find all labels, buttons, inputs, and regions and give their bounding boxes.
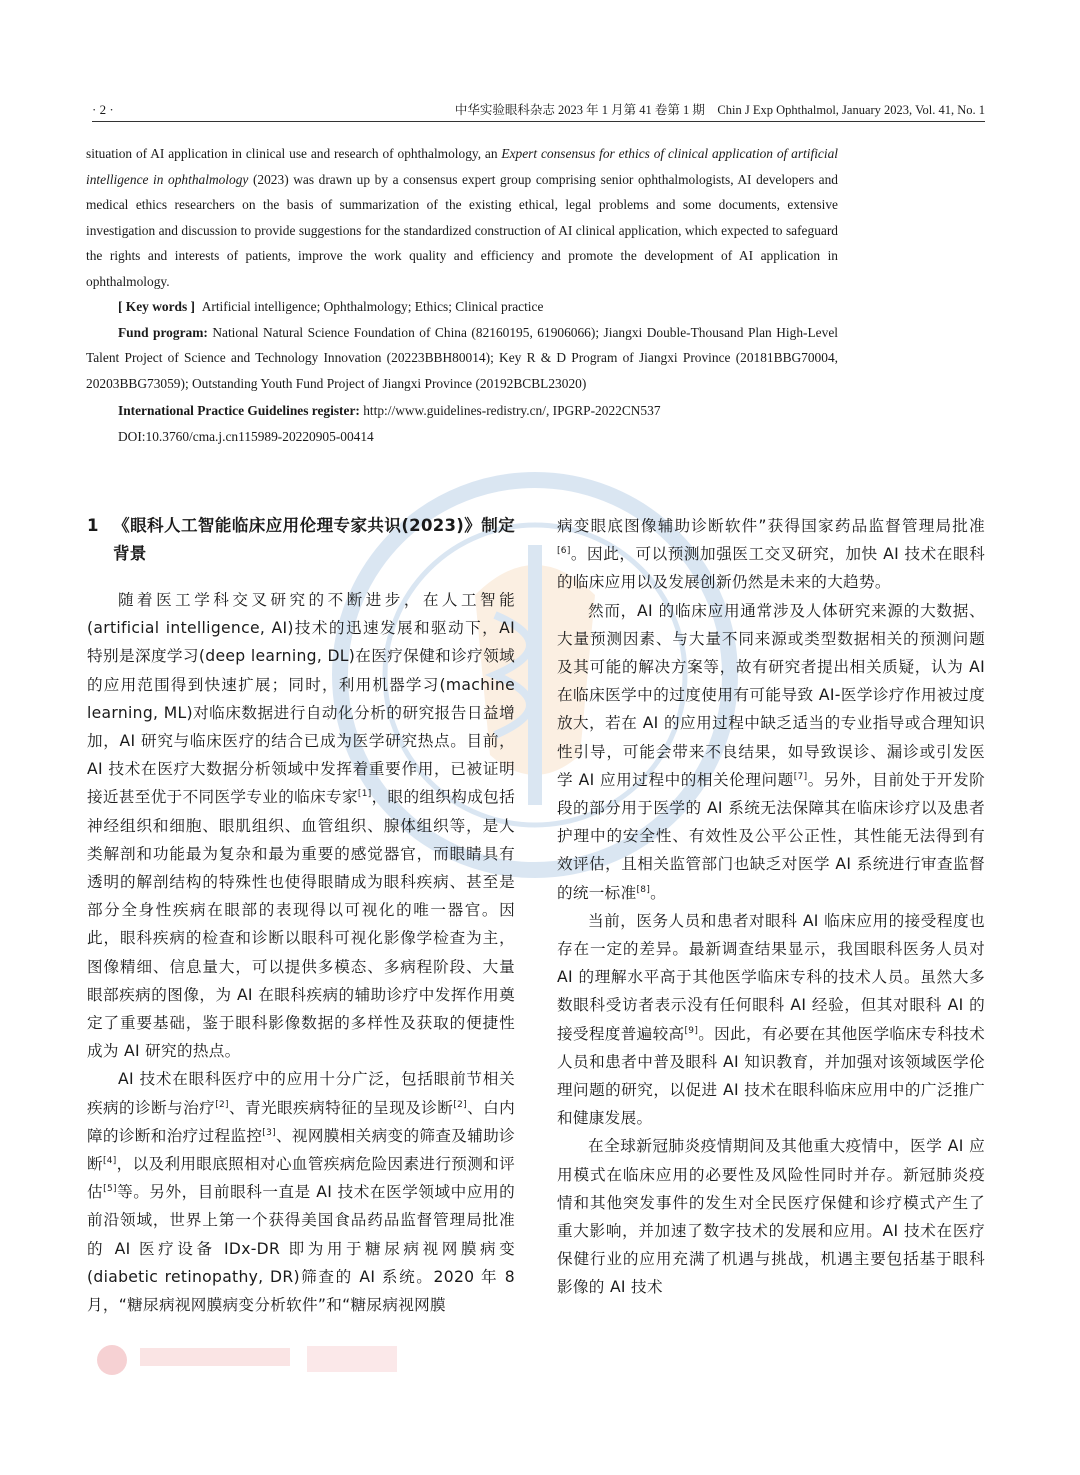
body-paragraph: AI 技术在眼科医疗中的应用十分广泛，包括眼前节相关疾病的诊断与治疗[2]、青光眼疾病特征的呈现及诊断[2]、白内障的诊断和治疗过程监控[3]、视网膜相关病变的筛查及辅助诊断[4]，以及利用眼底照相对心血管疾病危险因素进行预测和评估[5]等。另外，目前眼科一直是 AI 技术在医学领域中应用的前沿领域，世界上第一个获得美国食品药品监督管理局批准的 AI 医疗设备 IDx-DR 即为用于糖尿病视网膜病变(diabetic retinopathy, DR)筛查的 AI 系统。2020 年 8 月，“糖尿病视网膜病变分析软件”和“糖尿病视网膜 <box>87 1070 516 1315</box>
register-label: International Practice Guidelines register: <box>118 403 360 418</box>
right-column <box>557 512 985 1302</box>
body-paragraph: 然而，AI 的临床应用通常涉及人体研究来源的大数据、大量预测因素、与大量不同来源或类型数据相关的预测问题及其可能的解决方案等，故有研究者提出相关质疑，认为 AI 在临床医学中的过度使用有可能导致 AI-医学诊疗作用被过度放大，若在 AI 的应用过程中缺乏适当的专业指导或合理知识性引导，可能会带来不良结果，如导致误诊、漏诊或引发医学 AI 应用过程中的相关伦理问题[7]。另外，目前处于开发阶段的部分用于医学的 AI 系统无法保障其在临床诊疗以及患者护理中的安全性、有效性及公平公正性，其性能无法得到有效评估，且相关监管部门也缺乏对医学 AI 系统进行审查监督的统一标准[8]。 <box>557 601 985 902</box>
publisher-logo-watermark-icon <box>92 1340 412 1380</box>
fund-label: Fund program: <box>118 324 208 340</box>
citation-link[interactable]: [4] <box>102 1155 117 1166</box>
abstract-paragraph: situation of AI application in clinical use and research of ophthalmology, an Expert consensus for ethics of clinical application of artificial intelligence in ophthalmology (2023) was drawn up by a consensus expert group comprising senior ophthalmologists, AI developers and medical ethics researchers on the basis of summarization of the existing ethical, legal problems and some documents, extensive investigation and discussion to provide suggestions for the standardized construction of AI clinical application, which expected to safeguard the rights and interests of patients, improve the work quality and efficiency and promote the development of AI application in ophthalmology. <box>86 146 838 289</box>
running-header <box>92 98 985 122</box>
page-number: · 2 · <box>92 102 114 117</box>
body-paragraph: 随着医工学科交叉研究的不断进步，在人工智能(artificial intelligence, AI)技术的迅速发展和驱动下，AI 特别是深度学习(deep learning, DL)在医疗保健和诊疗领域的应用范围得到快速扩展；同时，利用机器学习(machine learning, ML)对临床数据进行自动化分析的研究报告日益增加，AI 研究与临床医疗的结合已成为医学研究热点。目前，AI 技术在医疗大数据分析领域中发挥着重要作用，已被证明接近甚至优于不同医学专业的临床专家[1]，眼的组织构成包括神经组织和细胞、眼肌组织、血管组织、腺体组织等，是人类解剖和功能最为复杂和最为重要的感觉器官，而眼睛具有透明的解剖结构的特殊性也使得眼睛成为眼科疾病、甚至是部分全身性疾病在眼部的表现得以可视化的唯一器官。因此，眼科疾病的检查和诊断以眼科可视化影像学检查为主，图像精细、信息量大，可以提供多模态、多病程阶段、大量眼部疾病的图像，为 AI 在眼科疾病的辅助诊疗中发挥作用奠定了重要基础，鉴于眼科影像数据的多样性及获取的便捷性成为 AI 研究的热点。 <box>87 591 516 1061</box>
citation-link[interactable]: [3] <box>262 1127 276 1138</box>
citation-link[interactable]: [7] <box>793 771 808 782</box>
citation-link[interactable]: [6] <box>557 546 571 557</box>
body-paragraph: 病变眼底图像辅助诊断软件”获得国家药品监督管理局批准[6]。因此，可以预测加强医工交叉研究，加快 AI 技术在眼科的临床应用以及发展创新仍然是未来的大趋势。 <box>557 517 985 592</box>
citation-link[interactable]: [1] <box>357 789 372 800</box>
section-heading: 1 《眼科人工智能临床应用伦理专家共识(2023)》制定背景 <box>87 516 515 563</box>
guideline-register <box>86 398 838 424</box>
journal-citation: 中华实验眼科杂志 2023 年 1 月第 41 卷第 1 期 Chin J Exp Ophthalmol, January 2023, Vol. 41, No. 1 <box>454 103 985 117</box>
citation-link[interactable]: [9] <box>684 1025 699 1036</box>
citation-link[interactable]: [2] <box>453 1099 467 1110</box>
left-column <box>87 512 515 1319</box>
keywords: [ Key words ] Artificial intelligence; Ophthalmology; Ethics; Clinical practice <box>118 299 544 314</box>
register-link[interactable]: http://www.guidelines-redistry.cn/, IPGRP-2022CN537 <box>363 403 661 418</box>
citation-link[interactable]: [2] <box>215 1099 229 1110</box>
consensus-title: Expert consensus for ethics of clinical application of artificial intelligence in ophthalmology <box>86 146 838 187</box>
citation-link[interactable]: [5] <box>103 1184 117 1195</box>
english-abstract <box>86 141 838 449</box>
doi: DOI:10.3760/cma.j.cn115989-20220905-00414 <box>118 428 374 444</box>
body-paragraph: 在全球新冠肺炎疫情期间及其他重大疫情中，医学 AI 应用模式在临床应用的必要性及风险性同时并存。新冠肺炎疫情和其他突发事件的发生对全民医疗保健和诊疗模式产生了重大影响，并加速了数字技术的发展和应用。AI 技术在医疗保健行业的应用充满了机遇与挑战，机遇主要包括基于眼科影像的 AI 技术 <box>557 1137 985 1297</box>
keywords-label: [ Key words ] <box>118 299 195 314</box>
header-rule <box>92 121 985 122</box>
citation-link[interactable]: [8] <box>636 884 651 895</box>
fund-program: Fund program: National Natural Science Foundation of China (82160195, 61906066); Jiangxi Double-Thousand Plan High-Level Talent Project of Science and Technology Innovation (20223BBH80014); Key R & D Program of Jiangxi Province (20181BBG70004, 20203BBG73059); Outstanding Youth Fund Project of Jiangxi Province (20192BCBL23020) <box>86 324 838 391</box>
body-paragraph: 当前，医务人员和患者对眼科 AI 临床应用的接受程度也存在一定的差异。最新调查结果显示，我国眼科医务人员对 AI 的理解水平高于其他医学临床专科的技术人员。虽然大多数眼科受访者表示没有任何眼科 AI 经验，但其对眼科 AI 的接受程度普遍较高[9]。因此，有必要在其他医学临床专科技术人员和患者中普及眼科 AI 知识教育，并加强对该领域医学伦理问题的研究，以促进 AI 技术在眼科临床应用中的广泛推广和健康发展。 <box>557 911 986 1128</box>
